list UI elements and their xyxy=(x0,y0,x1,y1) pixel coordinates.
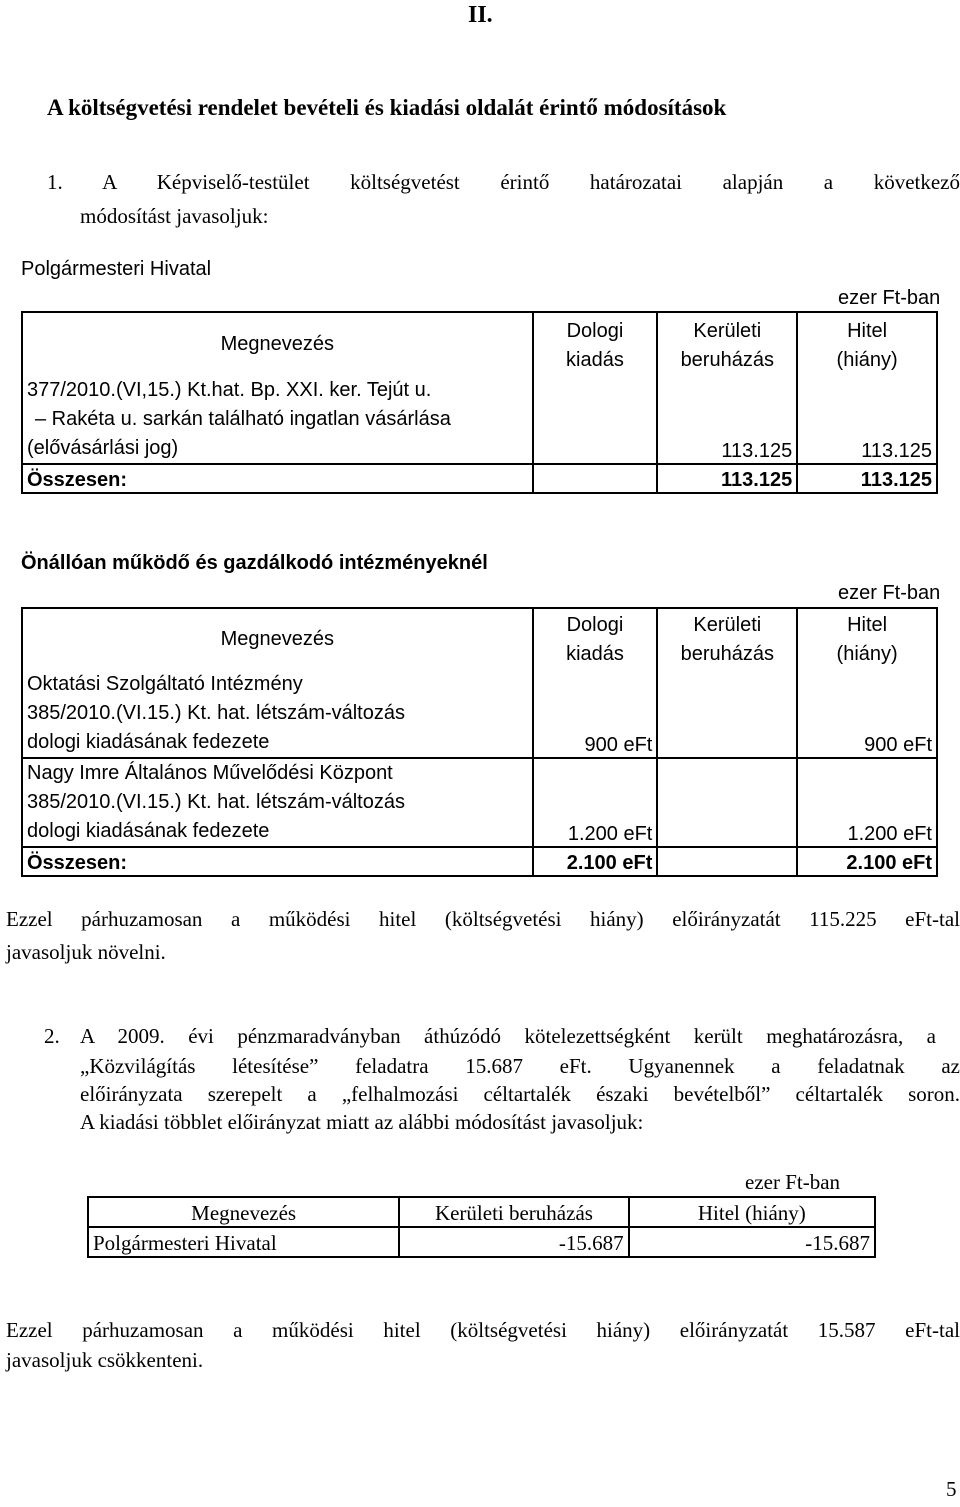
section1-line2: módosítást javasoljuk: xyxy=(80,204,269,228)
table2-unit: ezer Ft-ban xyxy=(838,582,941,604)
table2-total-c3: 2.100 eFt xyxy=(797,847,937,876)
para2-line1: Ezzel párhuzamosan a működési hitel (költségvetési hiány) előirányzatát 15.587 eFt-tal xyxy=(6,1318,960,1342)
table2-total-c1: 2.100 eFt xyxy=(533,847,658,876)
table2-row1-c3: 900 eFt xyxy=(797,669,937,758)
table2-header-col1-line2: kiadás xyxy=(566,643,624,665)
table2-header-col3 xyxy=(797,608,937,669)
table2-total-c2 xyxy=(657,847,797,876)
para1-line1: Ezzel párhuzamosan a működési hitel (költségvetési hiány) előirányzatát 115.225 eFt-tal xyxy=(6,907,960,931)
table1-caption: Polgármesteri Hivatal xyxy=(21,258,212,280)
table1-header-col2 xyxy=(657,312,797,375)
table-row xyxy=(88,1227,875,1257)
table3-row-c1: -15.687 xyxy=(399,1227,628,1257)
table-row xyxy=(22,669,937,758)
table2-row1-name xyxy=(22,669,533,758)
table2-caption: Önállóan működő és gazdálkodó intézményeknél xyxy=(21,552,488,574)
table3-header-name: Megnevezés xyxy=(88,1197,399,1227)
table2 xyxy=(21,607,938,877)
table3-row-c2: -15.687 xyxy=(629,1227,875,1257)
table1-row-name-line1: 377/2010.(VI,15.) Kt.hat. Bp. XXI. ker. Tejút u. xyxy=(27,379,432,401)
table1-header-col2-line1: Kerületi xyxy=(693,320,762,342)
table2-row2-c2 xyxy=(657,758,797,847)
table2-row2-line3: dologi kiadásának fedezete xyxy=(27,820,270,842)
section2-line1: A 2009. évi pénzmaradványban áthúzódó kötelezettségként került meghatározásra, a xyxy=(80,1024,936,1048)
table3-row-name: Polgármesteri Hivatal xyxy=(88,1227,399,1257)
section2-line3: előirányzata szerepelt a „felhalmozási céltartalék északi bevételből” céltartalék soron. xyxy=(80,1082,960,1106)
table1-row-c3: 113.125 xyxy=(797,375,937,464)
table2-header-row xyxy=(22,608,937,669)
table3-header-row xyxy=(88,1197,875,1227)
table2-row2-line1: Nagy Imre Általános Művelődési Központ xyxy=(27,762,393,784)
table1-header-col1-line1: Dologi xyxy=(566,320,624,342)
table2-row1-line2: 385/2010.(VI.15.) Kt. hat. létszám-változás xyxy=(27,702,405,724)
table2-header-col2 xyxy=(657,608,797,669)
table1-row-name xyxy=(22,375,533,464)
page-heading: A költségvetési rendelet bevételi és kiadási oldalát érintő módosítások xyxy=(47,95,727,120)
table2-header-col3-line2: (hiány) xyxy=(836,643,898,665)
table1-header-row xyxy=(22,312,937,375)
para2-line2: javasoljuk csökkenteni. xyxy=(6,1348,204,1372)
para1-line2: javasoljuk növelni. xyxy=(6,940,166,964)
table2-header-col1-line1: Dologi xyxy=(566,614,624,636)
table1-row-name-line3: (elővásárlási jog) xyxy=(27,437,179,459)
table2-row2-c1: 1.200 eFt xyxy=(533,758,658,847)
section2-number: 2. xyxy=(44,1024,60,1048)
table1-row xyxy=(22,375,937,464)
table1-total-label: Összesen: xyxy=(22,464,533,493)
table3 xyxy=(87,1196,876,1258)
table1-total-c3: 113.125 xyxy=(797,464,937,493)
table1-header-name: Megnevezés xyxy=(22,312,533,375)
table1-row-c1 xyxy=(533,375,658,464)
table2-row1-c1: 900 eFt xyxy=(533,669,658,758)
table1-header-col1-line2: kiadás xyxy=(566,349,624,371)
section-roman-numeral: II. xyxy=(468,2,493,28)
section2-line2: „Közvilágítás létesítése” feladatra 15.687 eFt. Ugyanennek a feladatnak az xyxy=(80,1054,960,1078)
table2-row2-line2: 385/2010.(VI.15.) Kt. hat. létszám-változás xyxy=(27,791,405,813)
table1-header-col3-line1: Hitel xyxy=(847,320,888,342)
table1-total-c1 xyxy=(533,464,658,493)
table1-header-col1 xyxy=(533,312,658,375)
table1-total-row xyxy=(22,464,937,493)
page-number: 5 xyxy=(946,1477,957,1501)
table3-header-col2: Hitel (hiány) xyxy=(629,1197,875,1227)
section2-line4: A kiadási többlet előirányzat miatt az alábbi módosítást javasoljuk: xyxy=(80,1110,644,1134)
table3-header-col1: Kerületi beruházás xyxy=(399,1197,628,1227)
table1-header-col3-line2: (hiány) xyxy=(836,349,898,371)
table2-row1-c2 xyxy=(657,669,797,758)
table2-header-col1 xyxy=(533,608,658,669)
table1-row-name-line2: – Rakéta u. sarkán található ingatlan vásárlása xyxy=(35,408,451,430)
table3-unit: ezer Ft-ban xyxy=(745,1170,841,1194)
table2-row2-c3: 1.200 eFt xyxy=(797,758,937,847)
table2-header-name: Megnevezés xyxy=(22,608,533,669)
table2-total-label: Összesen: xyxy=(22,847,533,876)
section1-line1: 1. A Képviselő-testület költségvetést érintő határozatai alapján a következő xyxy=(47,170,960,194)
table2-row1-line1: Oktatási Szolgáltató Intézmény xyxy=(27,673,303,695)
table1-total-c2: 113.125 xyxy=(657,464,797,493)
table2-header-col2-line1: Kerületi xyxy=(693,614,762,636)
table-row xyxy=(22,758,937,847)
table1-unit: ezer Ft-ban xyxy=(838,287,941,309)
table1 xyxy=(21,311,938,494)
table1-row-c2: 113.125 xyxy=(657,375,797,464)
table2-header-col3-line1: Hitel xyxy=(847,614,888,636)
table1-header-col3 xyxy=(797,312,937,375)
table1-header-col2-line2: beruházás xyxy=(680,349,774,371)
table2-row1-line3: dologi kiadásának fedezete xyxy=(27,731,270,753)
table2-row2-name xyxy=(22,758,533,847)
table2-header-col2-line2: beruházás xyxy=(680,643,774,665)
table2-total-row xyxy=(22,847,937,876)
